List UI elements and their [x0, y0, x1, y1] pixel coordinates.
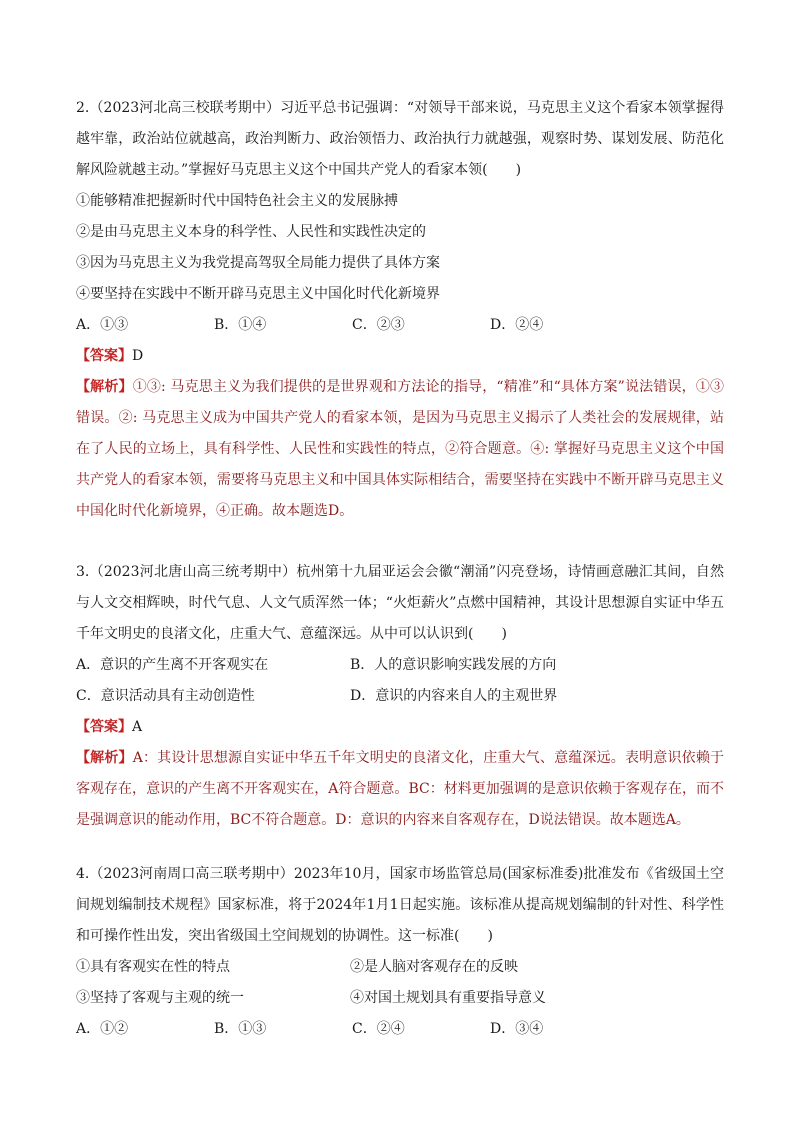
choice-d: D．②④ — [490, 317, 544, 333]
question-3 — [76, 557, 724, 836]
question-2 — [76, 93, 724, 527]
answer-tag: 【答案】 — [76, 719, 132, 735]
question-2-item-4: ④要坚持在实践中不断开辟马克思主义中国化时代化新境界 — [76, 286, 440, 302]
question-2-item-2: ②是由马克思主义本身的科学性、人民性和实践性决定的 — [76, 224, 426, 240]
question-4-items-row-2 — [76, 983, 724, 1014]
question-2-analysis — [76, 372, 724, 527]
choice-c: C．②④ — [352, 1021, 405, 1037]
question-4-item-3: ③坚持了客观与主观的统一 — [76, 990, 244, 1006]
question-2-item-3: ③因为马克思主义为我党提高驾驭全局能力提供了具体方案 — [76, 255, 440, 271]
question-4-item-4: ④对国土规划具有重要指导意义 — [350, 990, 546, 1006]
question-4 — [76, 859, 724, 1045]
answer-value: D — [132, 348, 144, 364]
analysis-text: A：其设计思想源自实证中华五千年文明史的良渚文化，庄重大气、意蕴深远。表明意识依赖于客观存在，意识的产生离不开客观实在，A符合题意。BC：材料更加强调的是意识依赖于客观存在，而不是强调意识的能动作用，BC不符合题意。D：意识的内容来自客观存在，D说法错误。故本题选A。 — [76, 750, 725, 828]
analysis-tag: 【解析】 — [76, 379, 133, 395]
choice-b: B．①③ — [214, 1021, 267, 1037]
choice-b: B．人的意识影响实践发展的方向 — [350, 657, 557, 673]
question-4-item-2: ②是人脑对客观存在的反映 — [350, 959, 518, 975]
choice-a: A．①③ — [76, 317, 129, 333]
question-2-answer — [76, 341, 724, 372]
question-2-item-1: ①能够精准把握新时代中国特色社会主义的发展脉搏 — [76, 193, 398, 209]
choice-a: A．①② — [76, 1021, 129, 1037]
question-4-choices — [76, 1014, 724, 1045]
choice-b: B．①④ — [214, 317, 267, 333]
analysis-tag: 【解析】 — [76, 750, 133, 766]
choice-d: D．③④ — [490, 1021, 544, 1037]
question-4-stem: 4.（2023河南周口高三联考期中）2023年10月，国家市场监管总局(国家标准委)批准发布《省级国土空间规划编制技术规程》国家标准，将于2024年1月1日起实施。该标准从提高规划编制的针对性、科学性和可操作性出发，突出省级国土空间规划的协调性。这一标准( ) — [76, 866, 724, 944]
question-3-stem: 3.（2023河北唐山高三统考期中）杭州第十九届亚运会会徽“潮涌”闪亮登场，诗情画意融汇其间，自然与人文交相辉映，时代气息、人文气质浑然一体；“火炬薪火”点燃中国精神，其设计思想源自实证中华五千年文明史的良渚文化，庄重大气、意蕴深远。从中可以认识到( ) — [76, 564, 724, 642]
question-3-choices-row-1 — [76, 650, 724, 681]
choice-c: C．②③ — [352, 317, 405, 333]
choice-c: C．意识活动具有主动创造性 — [76, 688, 255, 704]
question-4-item-1: ①具有客观实在性的特点 — [76, 959, 230, 975]
question-3-choices-row-2 — [76, 681, 724, 712]
analysis-text: ①③: 马克思主义为我们提供的是世界观和方法论的指导，“精准”和“具体方案”说法错误，①③错误。②: 马克思主义成为中国共产党人的看家本领，是因为马克思主义揭示了人类社会的发展规律，站在了人民的立场上，具有科学性、人民性和实践性的特点，②符合题意。④: 掌握好马克思主义这个中国共产党人的看家本领，需要将马克思主义和中国具体实际相结合，需要坚持在实践中不断开辟马克思主义中国化时代化新境界，④正确。故本题选D。 — [76, 379, 725, 519]
choice-d: D．意识的内容来自人的主观世界 — [350, 688, 558, 704]
choice-a: A．意识的产生离不开客观实在 — [76, 657, 269, 673]
question-3-answer — [76, 712, 724, 743]
question-3-analysis — [76, 743, 724, 836]
answer-tag: 【答案】 — [76, 348, 132, 364]
question-2-stem: 2.（2023河北高三校联考期中）习近平总书记强调：“对领导干部来说，马克思主义这个看家本领掌握得越牢靠，政治站位就越高，政治判断力、政治领悟力、政治执行力就越强，观察时势、谋划发展、防范化解风险就越主动。”掌握好马克思主义这个中国共产党人的看家本领( ) — [76, 100, 724, 178]
question-4-items-row-1 — [76, 952, 724, 983]
question-2-choices — [76, 310, 724, 341]
answer-value: A — [132, 719, 143, 735]
